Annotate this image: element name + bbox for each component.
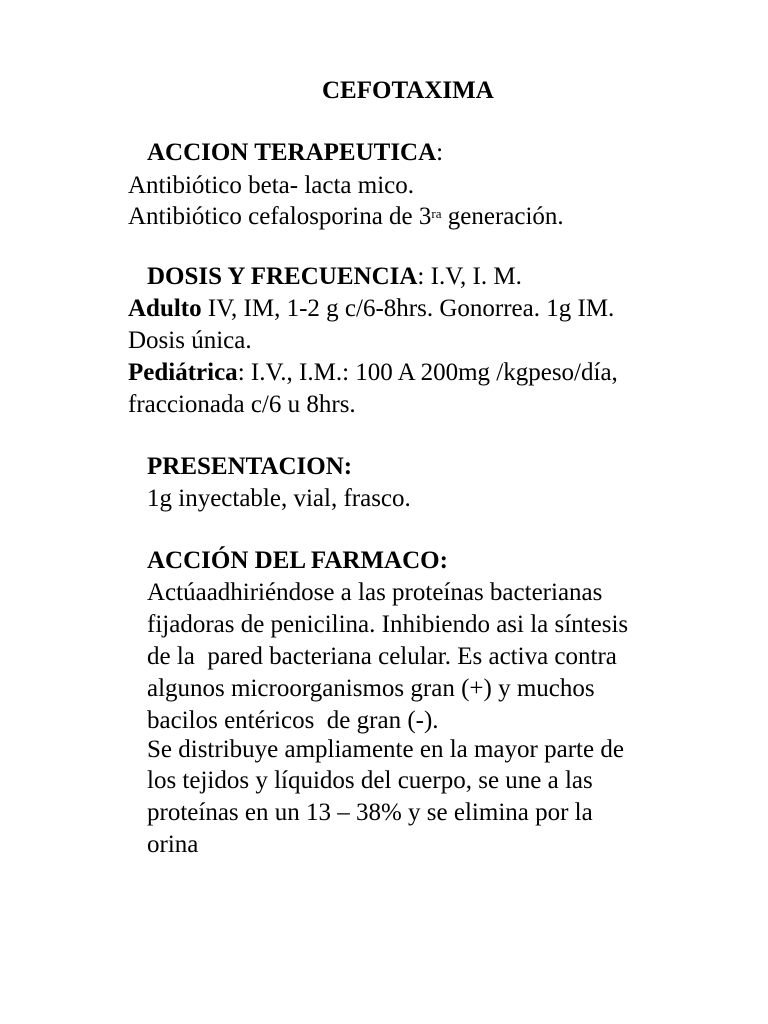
- text-line: los tejidos y líquidos del cuerpo, se une a las: [147, 767, 593, 794]
- text-line: Actúaadhiriéndose a las proteínas bacterianas: [147, 579, 603, 606]
- heading-text: PRESENTACION:: [147, 453, 353, 480]
- text-segment: Antibiótico cefalosporina de 3: [128, 203, 432, 230]
- text-line: Se distribuye ampliamente en la mayor parte de: [147, 736, 624, 763]
- section-heading-dosis: [147, 261, 522, 292]
- text-line: 1g inyectable, vial, frasco.: [147, 485, 411, 512]
- heading-text: ACCION TERAPEUTICA: [147, 139, 437, 166]
- text-line-adulto: [128, 293, 614, 324]
- label-adulto: Adulto: [128, 295, 202, 322]
- text-line: bacilos entéricos de gran (-).: [147, 707, 439, 734]
- text-line: Dosis única.: [128, 327, 252, 354]
- section-heading-accion-terapeutica: [147, 137, 443, 168]
- document-title: CEFOTAXIMA: [322, 77, 494, 104]
- text-line: fijadoras de penicilina. Inhibiendo asi la síntesis: [147, 611, 629, 638]
- label-pediatrica: Pediátrica: [128, 359, 238, 386]
- text-segment: generación.: [441, 203, 564, 230]
- text-line: orina: [147, 831, 199, 858]
- text-line: proteínas en un 13 – 38% y se elimina por la: [147, 799, 593, 826]
- heading-suffix: :: [436, 139, 444, 166]
- text-line-pediatrica: [128, 357, 618, 388]
- heading-text: DOSIS Y FRECUENCIA: [147, 263, 418, 290]
- text-line: de la pared bacteriana celular. Es activa contra: [147, 643, 617, 670]
- superscript: ra: [431, 206, 442, 221]
- section-heading-accion-farmaco: [147, 545, 448, 576]
- text-line: algunos microorganismos gran (+) y muchos: [147, 675, 595, 702]
- text-segment: : I.V., I.M.: 100 A 200mg /kgpeso/día,: [237, 359, 618, 386]
- heading-suffix: : I.V, I. M.: [417, 263, 522, 290]
- heading-text: ACCIÓN DEL FARMACO:: [147, 547, 448, 574]
- text-line: [128, 201, 564, 232]
- text-line: Antibiótico beta- lacta mico.: [128, 172, 415, 199]
- text-line: fraccionada c/6 u 8hrs.: [128, 391, 356, 418]
- section-heading-presentacion: [147, 451, 352, 482]
- text-segment: IV, IM, 1-2 g c/6-8hrs. Gonorrea. 1g IM.: [201, 295, 615, 322]
